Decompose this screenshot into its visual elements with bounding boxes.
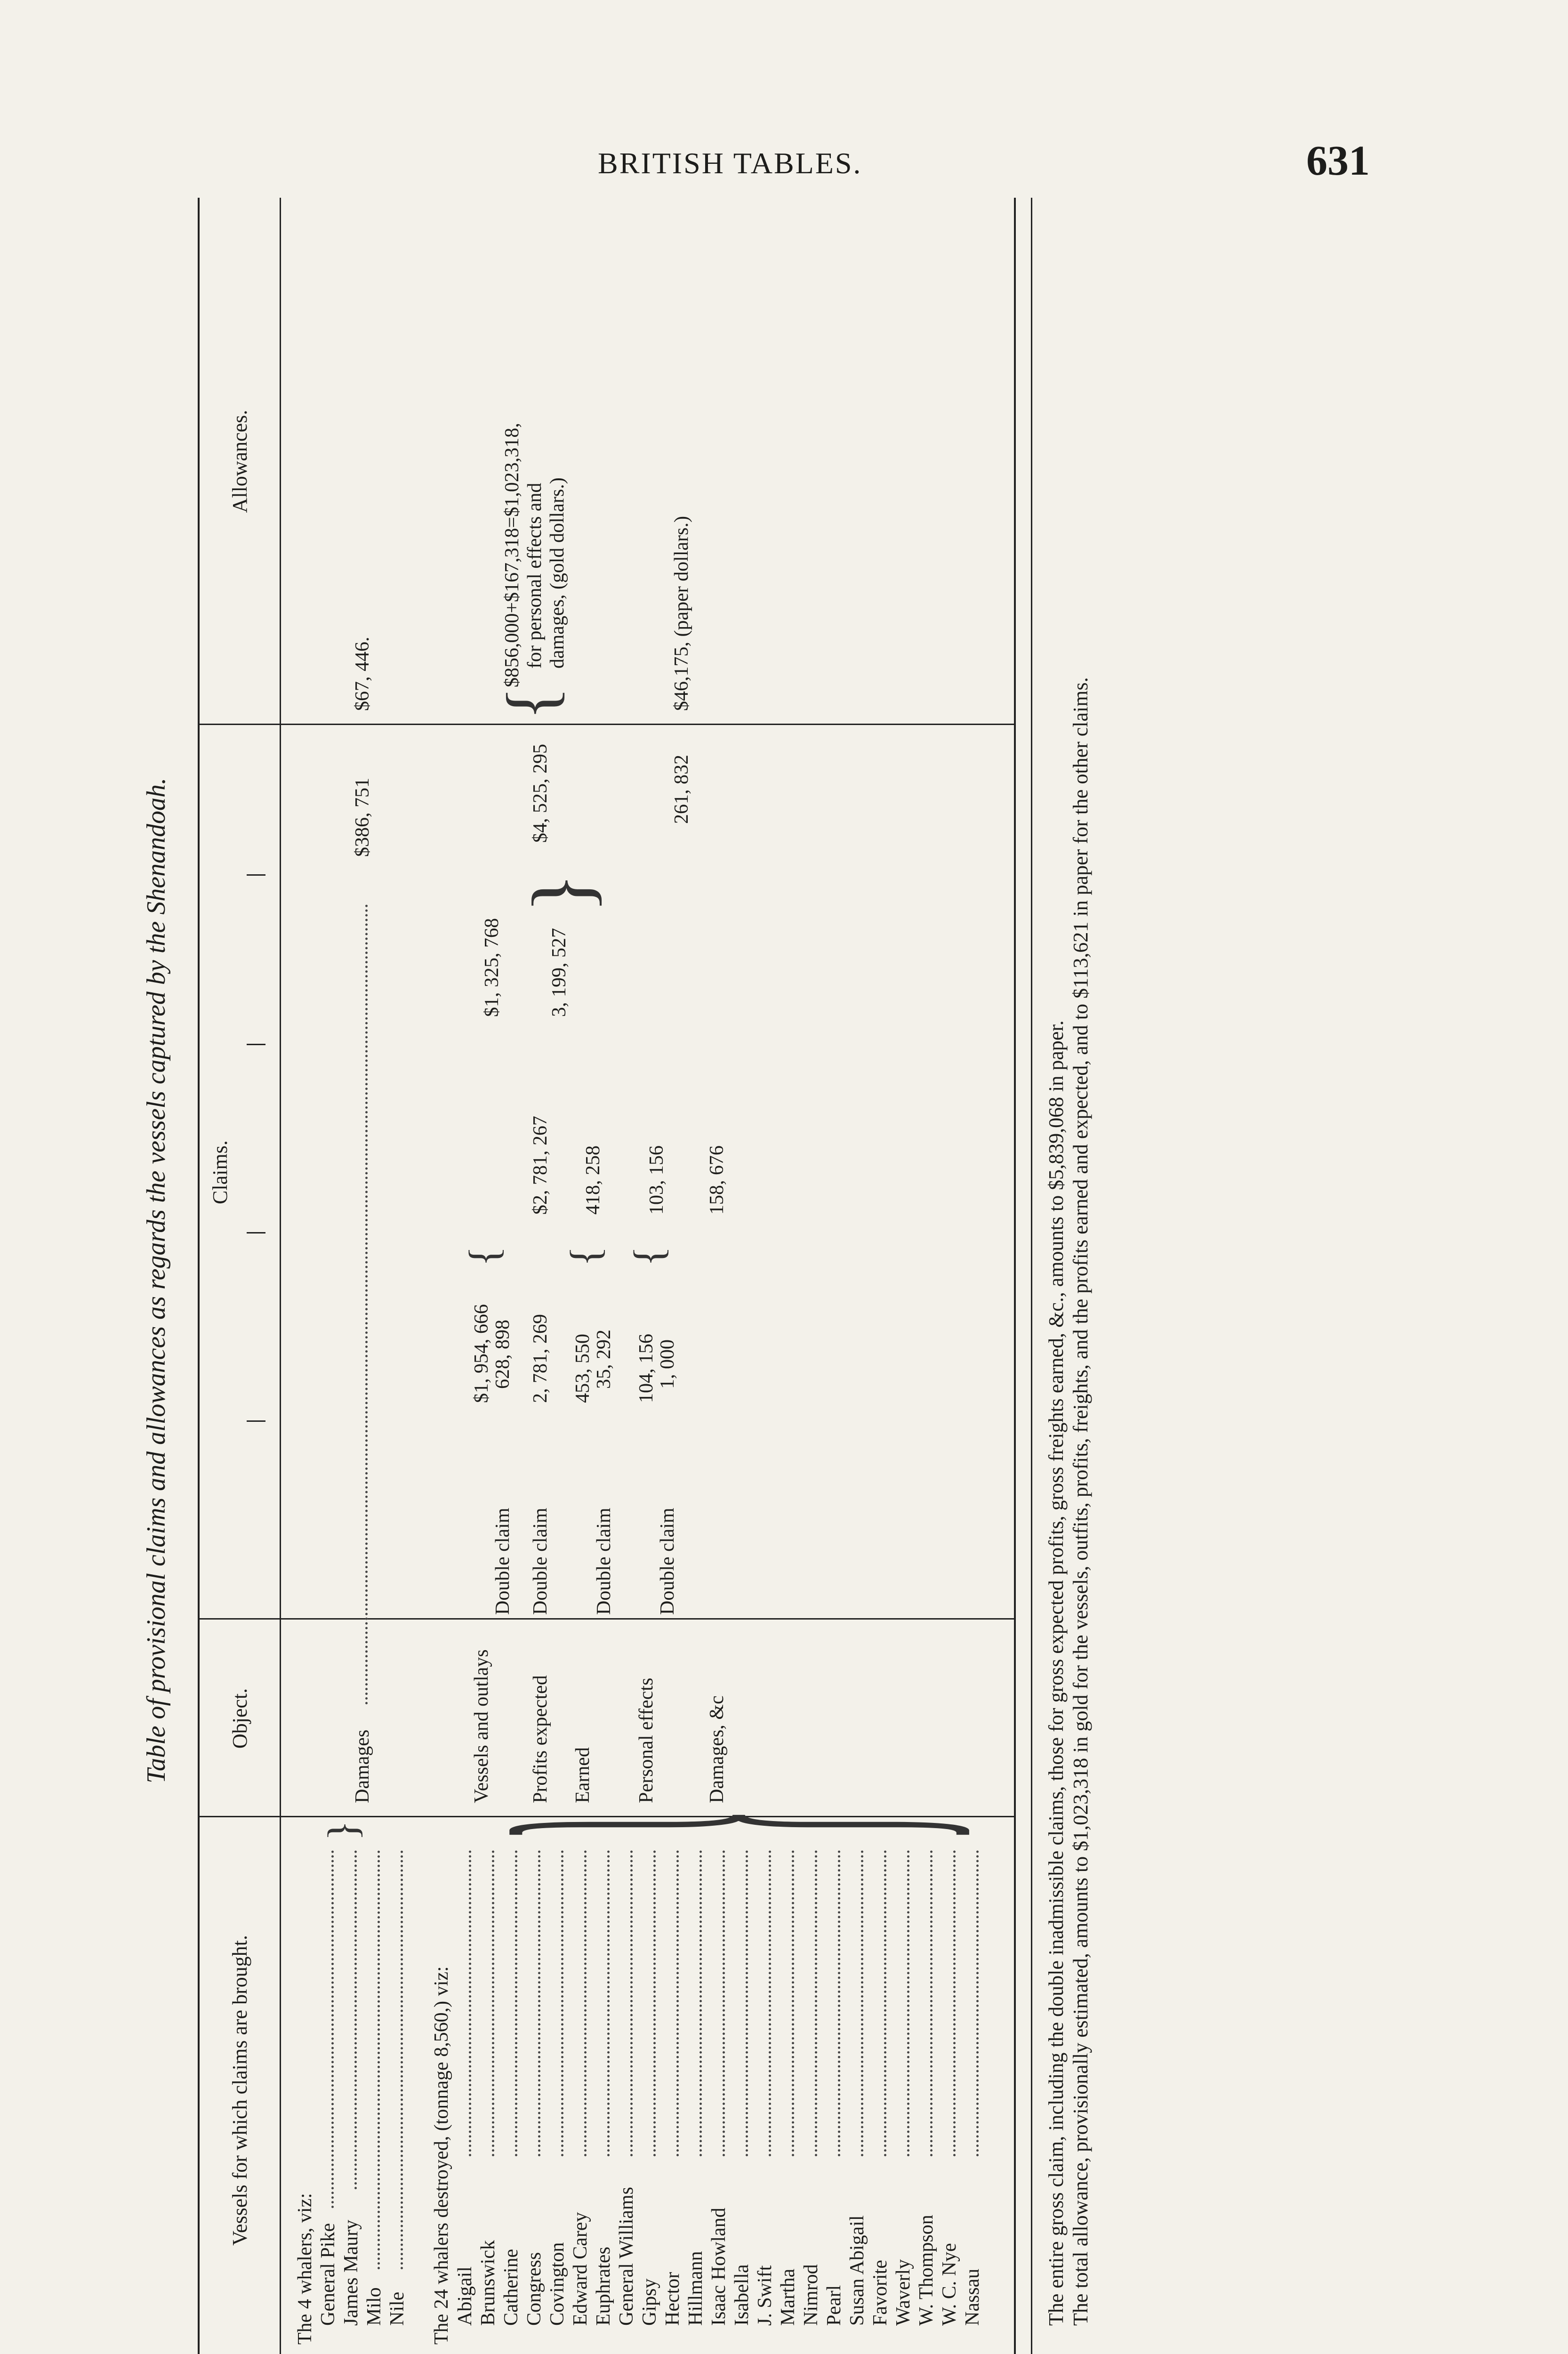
claim-total-paper: 261, 832	[671, 755, 692, 824]
subtotal-value: $1, 325, 768	[481, 918, 503, 1017]
brace: {	[461, 1246, 507, 1266]
leader-dots	[365, 904, 368, 1704]
claims-table	[198, 198, 1016, 2354]
leader-dots	[930, 1850, 933, 2156]
net-value: $2, 781, 267	[530, 1116, 551, 1215]
footnote-2: The total allowance, provisionally estimated, amounts to $1,023,318 in gold for the vessels, outfits, profits, freights, and the profits earned and expected, and to $113,621 in paper for the other claims.	[1069, 677, 1092, 2326]
group1-title: The 4 whalers, viz:	[294, 2193, 316, 2345]
vessel-row: Isabella	[731, 2264, 753, 2326]
leader-dots	[676, 1850, 679, 2156]
vessel-row: Gipsy	[639, 2278, 660, 2326]
vessel-row: Nassau	[962, 2268, 983, 2326]
table-caption: Table of provisional claims and allowances as regards the vessels captured by the Shenandoah.	[142, 777, 171, 1784]
leader-dots	[492, 1850, 494, 2156]
leader-dots	[630, 1850, 633, 2156]
leader-dots	[976, 1850, 979, 2156]
col-header-vessels: Vessels for which claims are brought.	[228, 1935, 251, 2246]
group1-object: Damages	[352, 1729, 373, 1803]
vessel-row: Nile	[386, 2291, 408, 2326]
leader-dots	[401, 1850, 403, 2269]
vessel-row: Favorite	[869, 2260, 891, 2326]
claim-value: 453, 550	[572, 1334, 594, 1403]
object-profits-expected: Profits expected	[530, 1675, 551, 1803]
rule-claims-sub4	[247, 874, 265, 876]
brace: }	[515, 872, 609, 913]
brace: {	[626, 1246, 672, 1266]
col-header-claims: Claims.	[209, 1140, 232, 1204]
vessel-row: General Williams	[616, 2187, 637, 2326]
vessel-row: Nimrod	[800, 2264, 822, 2326]
group1-allowance: $67, 446.	[352, 637, 373, 711]
subtotal-value: 3, 199, 527	[548, 928, 570, 1017]
vessel-row: Waverly	[893, 2259, 914, 2326]
brace: {	[562, 1246, 609, 1266]
leader-dots	[469, 1850, 471, 2156]
allowance-paper: $46,175, (paper dollars.)	[671, 516, 692, 711]
leader-dots	[607, 1850, 610, 2156]
leader-dots	[815, 1850, 817, 2156]
col-header-allowances: Allowances.	[228, 410, 251, 513]
footnote-1: The entire gross claim, including the double inadmissible claims, those for gross expected profits, gross freights earned, &c., amounts to $5,839,068 in paper.	[1045, 1020, 1068, 2326]
rotated-table-region	[141, 198, 1177, 2354]
col-header-object: Object.	[228, 1688, 251, 1749]
leader-dots	[653, 1850, 656, 2156]
brace: {	[492, 686, 571, 720]
group1-claim-total: $386, 751	[352, 778, 373, 857]
vessel-row: Pearl	[823, 2285, 845, 2326]
leader-dots	[884, 1850, 886, 2156]
rule-claims-sub1	[247, 1420, 265, 1422]
net-value: 418, 258	[582, 1145, 604, 1215]
claim-total-gold: $4, 525, 295	[530, 744, 551, 843]
claim-value: 1, 000	[657, 1339, 678, 1389]
double-claim-label: Double claim	[593, 1508, 615, 1615]
leader-dots	[953, 1850, 956, 2156]
double-claim-label: Double claim	[492, 1508, 514, 1615]
group2-title: The 24 whalers destroyed, (tonnage 8,560,) viz:	[431, 1966, 452, 2345]
leader-dots	[584, 1850, 587, 2156]
leader-dots	[769, 1850, 771, 2156]
leader-dots	[538, 1850, 540, 2156]
leader-dots	[515, 1850, 517, 2156]
vessel-row: Congress	[523, 2252, 545, 2326]
leader-dots	[746, 1850, 748, 2156]
object-vessels-outlays: Vessels and outlays	[471, 1649, 492, 1803]
vessel-row: Euphrates	[593, 2247, 614, 2326]
leader-dots	[331, 1850, 334, 2208]
leader-dots	[838, 1850, 840, 2156]
page-number: 631	[1306, 137, 1370, 184]
leader-dots	[354, 1850, 357, 2189]
vessel-row: Abigail	[454, 2266, 476, 2326]
leader-dots	[378, 1850, 380, 2269]
double-claim-label: Double claim	[530, 1508, 551, 1615]
vessel-row: W. Thompson	[916, 2215, 937, 2326]
running-head: BRITISH TABLES.	[598, 146, 862, 180]
vessel-row: Covington	[547, 2242, 568, 2326]
vessel-row: Edward Carey	[570, 2212, 591, 2326]
allowance-gold-line1: $856,000+$167,318=$1,023,318,	[501, 423, 523, 687]
table-header-row	[200, 198, 281, 2354]
vessel-row: James Maury	[340, 2219, 362, 2326]
claim-value: 628, 898	[492, 1320, 514, 1389]
rule-object-claims	[200, 1618, 1014, 1620]
leader-dots	[723, 1850, 725, 2156]
object-personal-effects: Personal effects	[635, 1677, 657, 1803]
footnotes	[1031, 198, 1093, 2354]
net-value: 158, 676	[706, 1145, 728, 1215]
leader-dots	[561, 1850, 563, 2156]
double-claim-label: Double claim	[657, 1508, 678, 1615]
brace: }	[320, 1820, 366, 1841]
leader-dots	[907, 1850, 909, 2156]
vessel-row: Isaac Howland	[708, 2208, 730, 2326]
vessel-row: W. C. Nye	[939, 2243, 960, 2326]
vessel-row: Susan Abigail	[846, 2215, 868, 2326]
vessel-row: Hillmann	[685, 2251, 707, 2326]
object-earned: Earned	[572, 1747, 594, 1803]
vessel-row: J. Swift	[754, 2265, 776, 2326]
rule-claims-sub2	[247, 1232, 265, 1233]
vessel-row: General Pike	[317, 2223, 339, 2326]
object-damages: Damages, &c	[706, 1695, 728, 1803]
allowance-gold-line3: damages, (gold dollars.)	[547, 477, 568, 669]
claim-value: $1, 954, 666	[471, 1304, 492, 1403]
vessel-row: Martha	[777, 2268, 799, 2326]
claim-value: 2, 781, 269	[530, 1314, 551, 1403]
leader-dots	[861, 1850, 863, 2156]
claim-value: 104, 156	[635, 1334, 657, 1403]
net-value: 103, 156	[646, 1145, 667, 1215]
vessel-row: Catherine	[500, 2249, 522, 2326]
vessel-row: Hector	[662, 2272, 683, 2326]
vessel-row: Milo	[363, 2287, 385, 2326]
rule-claims-sub3	[247, 1044, 265, 1045]
allowance-gold-line2: for personal effects and	[524, 483, 546, 669]
claim-value: 35, 292	[593, 1330, 615, 1389]
leader-dots	[700, 1850, 702, 2156]
brace: }	[400, 1809, 1015, 1841]
leader-dots	[792, 1850, 794, 2156]
rule-claims-allowances	[200, 724, 1014, 725]
vessel-row: Brunswick	[477, 2240, 499, 2326]
